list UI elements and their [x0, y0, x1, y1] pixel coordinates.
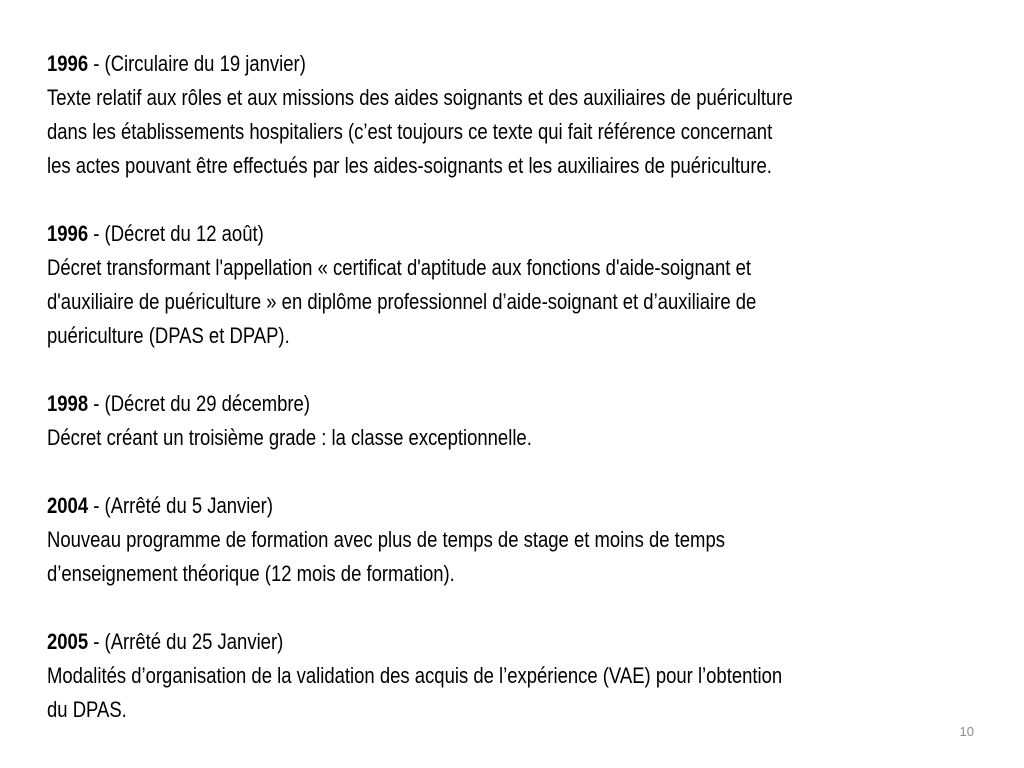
entry-text-line: Nouveau programme de formation avec plus de temps de stage et moins de temps — [47, 527, 725, 552]
entry-text-line: puériculture (DPAS et DPAP). — [47, 323, 290, 348]
entry-reference: (Arrêté du 25 Janvier) — [104, 629, 284, 654]
entry-reference: (Décret du 29 décembre) — [104, 391, 310, 416]
timeline-entry — [47, 489, 853, 591]
entry-separator: - — [88, 629, 105, 654]
timeline-entry — [47, 387, 853, 455]
entry-text-line: dans les établissements hospitaliers (c’est toujours ce texte qui fait référence concernant — [47, 119, 773, 144]
entry-year: 2005 — [47, 629, 89, 654]
entry-separator: - — [88, 493, 105, 518]
entry-text-line: d’enseignement théorique (12 mois de formation). — [47, 561, 455, 586]
entry-text-line: d'auxiliaire de puériculture » en diplôme professionnel d’aide-soignant et d’auxiliaire de — [47, 289, 757, 314]
timeline-entry — [47, 625, 853, 727]
entry-reference: (Circulaire du 19 janvier) — [104, 51, 306, 76]
entry-heading — [47, 387, 853, 421]
page-number: 10 — [959, 724, 974, 739]
entry-text-line: Texte relatif aux rôles et aux missions des aides soignants et des auxiliaires de puériculture — [47, 85, 793, 110]
entry-year: 1998 — [47, 391, 89, 416]
entry-heading — [47, 217, 853, 251]
entry-heading — [47, 489, 853, 523]
entry-heading — [47, 625, 853, 659]
entry-year: 2004 — [47, 493, 89, 518]
entry-year: 1996 — [47, 221, 89, 246]
entry-heading — [47, 47, 853, 81]
timeline-entry — [47, 217, 853, 353]
slide-content — [47, 47, 853, 727]
entry-year: 1996 — [47, 51, 89, 76]
timeline-entry — [47, 47, 853, 183]
entry-separator: - — [88, 51, 105, 76]
entry-text-line: du DPAS. — [47, 697, 127, 722]
entry-text-line: Décret transformant l'appellation « certificat d'aptitude aux fonctions d'aide-soignant et — [47, 255, 751, 280]
entry-text-line: les actes pouvant être effectués par les aides-soignants et les auxiliaires de puériculture. — [47, 153, 772, 178]
entry-text-line: Modalités d’organisation de la validation des acquis de l’expérience (VAE) pour l’obtention — [47, 663, 783, 688]
entry-separator: - — [88, 221, 105, 246]
entry-reference: (Arrêté du 5 Janvier) — [104, 493, 273, 518]
entry-reference: (Décret du 12 août) — [104, 221, 264, 246]
entry-text-line: Décret créant un troisième grade : la classe exceptionnelle. — [47, 425, 532, 450]
entry-separator: - — [88, 391, 105, 416]
